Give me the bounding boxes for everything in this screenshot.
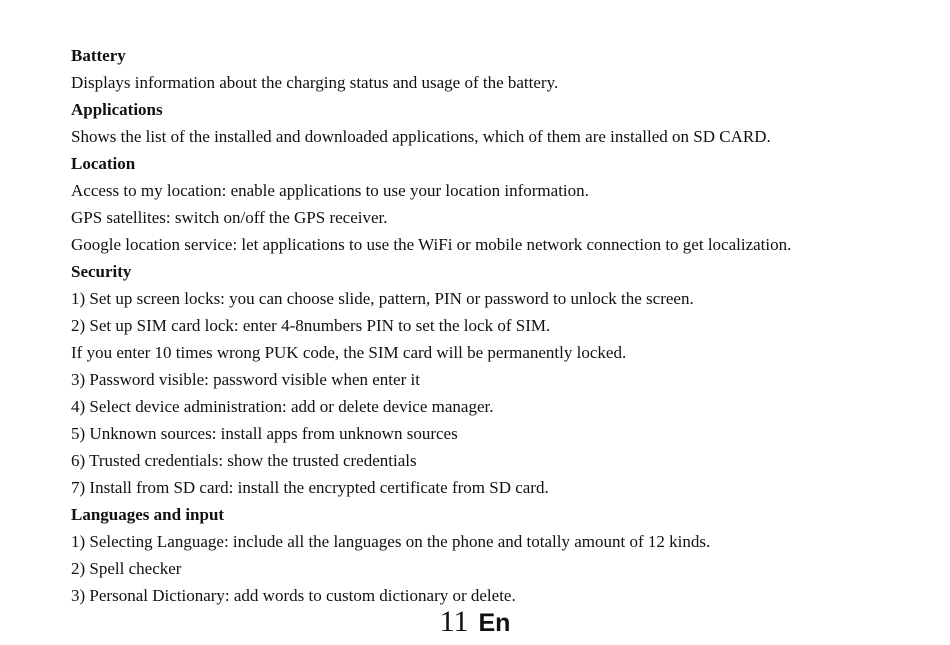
document-page bbox=[71, 42, 931, 609]
security-line: 7) Install from SD card: install the encrypted certificate from SD card. bbox=[71, 478, 549, 497]
security-line: 1) Set up screen locks: you can choose slide, pattern, PIN or password to unlock the screen. bbox=[71, 289, 694, 308]
security-heading: Security bbox=[71, 262, 132, 281]
location-line: GPS satellites: switch on/off the GPS receiver. bbox=[71, 208, 388, 227]
location-line: Google location service: let applications to use the WiFi or mobile network connection to get localization. bbox=[71, 235, 792, 254]
location-heading: Location bbox=[71, 154, 136, 173]
security-line: If you enter 10 times wrong PUK code, the SIM card will be permanently locked. bbox=[71, 343, 627, 362]
applications-description: Shows the list of the installed and downloaded applications, which of them are installed on SD CARD. bbox=[71, 127, 771, 146]
security-line: 4) Select device administration: add or delete device manager. bbox=[71, 397, 494, 416]
page-number: 11 bbox=[439, 605, 469, 638]
security-line: 2) Set up SIM card lock: enter 4-8numbers PIN to set the lock of SIM. bbox=[71, 316, 551, 335]
location-line: Access to my location: enable applications to use your location information. bbox=[71, 181, 589, 200]
page-footer bbox=[0, 604, 950, 640]
languages-line: 1) Selecting Language: include all the languages on the phone and totally amount of 12 kinds. bbox=[71, 532, 711, 551]
languages-heading: Languages and input bbox=[71, 505, 225, 524]
battery-description: Displays information about the charging status and usage of the battery. bbox=[71, 73, 559, 92]
applications-heading: Applications bbox=[71, 100, 163, 119]
security-line: 6) Trusted credentials: show the trusted credentials bbox=[71, 451, 417, 470]
security-line: 5) Unknown sources: install apps from unknown sources bbox=[71, 424, 458, 443]
battery-heading: Battery bbox=[71, 46, 126, 65]
security-line: 3) Password visible: password visible when enter it bbox=[71, 370, 420, 389]
languages-line: 3) Personal Dictionary: add words to custom dictionary or delete. bbox=[71, 586, 516, 605]
languages-line: 2) Spell checker bbox=[71, 559, 182, 578]
language-label: En bbox=[478, 609, 511, 637]
